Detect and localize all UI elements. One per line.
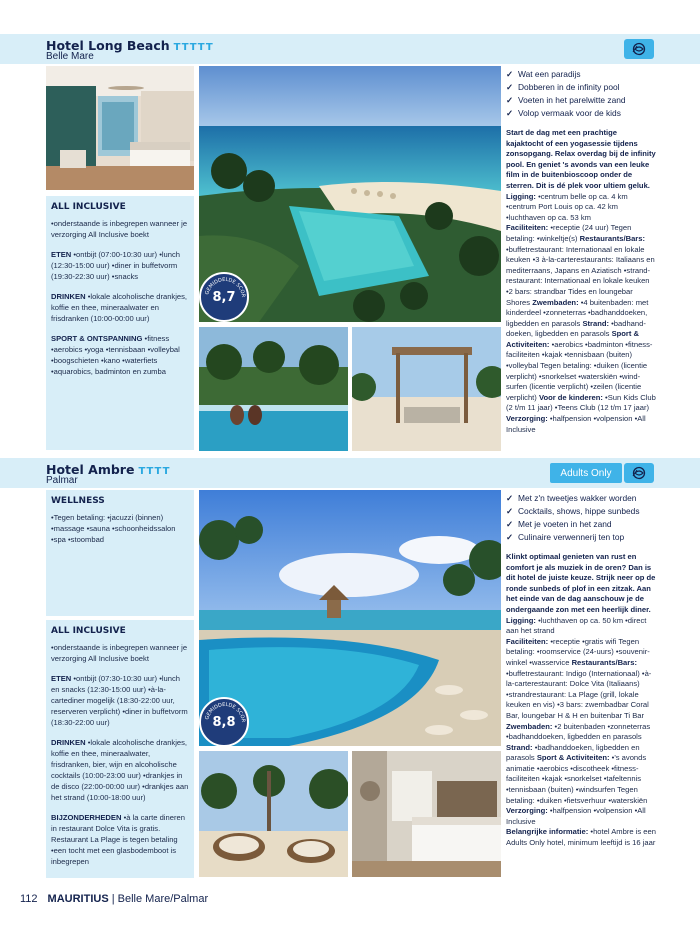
- hotel2-rest-label: Restaurants/Bars:: [571, 657, 637, 667]
- hotel1-act-label: Sport & Activiteiten:: [506, 329, 639, 349]
- hotel2-intro: Klinkt optimaal genieten van rust en comfort je als muziek in de oren? Dan is dit hotel de juiste keuze. Strijk neer op de ronde sunbeds of plof in een zitzak. Aan het einde van de dag aanschouw je de ondergaande zon met een heerlijk diner.: [506, 552, 656, 614]
- adults-only-badge: Adults Only: [550, 463, 622, 483]
- svg-text:GEMIDDELDE SCORE: [200, 698, 246, 723]
- hotel1-ai-title: ALL INCLUSIVE: [51, 202, 126, 212]
- hotel1-ai-sport-label: SPORT & ONTSPANNING: [51, 334, 143, 343]
- hotel1-location: Belle Mare: [46, 51, 94, 62]
- hotel1-ai-drinken: [51, 291, 189, 324]
- check-icon: ✓: [506, 108, 514, 118]
- hotel1-check-2-text: Dobberen in de infinity pool: [518, 82, 620, 92]
- hotel2-bijz-label: Belangrijke informatie:: [506, 827, 589, 837]
- hotel2-act: •'s avonds animatie •aerobics •discotheek •fitness-faciliteiten •kajak •snorkelset •tafeltennis •tennisbaan (buiten) •windsurfen Tegen betaling: •duiken •fietsverhuur •waterskiën: [506, 753, 648, 805]
- hotel2-score-badge: [199, 697, 249, 747]
- hotel2-strand: •badhanddoeken, ligbedden en parasols: [506, 742, 640, 763]
- hotel1-strand: •badhand-doeken, ligbedden en parasols: [506, 318, 646, 339]
- hotel1-fac-label: Faciliteiten:: [506, 223, 549, 233]
- hotel2-ligging: •luchthaven op ca. 50 km •direct aan het strand: [506, 615, 647, 636]
- hotel1-check-1: [506, 68, 656, 81]
- check-icon: ✓: [506, 69, 514, 79]
- check-icon: ✓: [506, 82, 514, 92]
- snorkel-icon[interactable]: [624, 39, 654, 59]
- hotel2-check-1: [506, 492, 656, 505]
- hotel2-check-3-text: Met je voeten in het zand: [518, 519, 612, 529]
- hotel1-ligging-label: Ligging:: [506, 191, 536, 201]
- snorkel-icon[interactable]: [624, 463, 654, 483]
- hotel1-body: [506, 128, 656, 435]
- hotel2-all-inclusive-box: [46, 620, 194, 878]
- hotel2-description-column: [506, 492, 656, 849]
- hotel1-act: •aerobics •badminton •fitness-faciliteiten •kajak •tennisbaan (buiten) •volleybal Tegen betaling: •duiken (licentie verplicht) •snorkelset •waterskiën •wind-surfen (licentie verplicht) •zeilen (licentie verplicht): [506, 339, 653, 402]
- svg-text:GEMIDDELDE SCORE: [200, 273, 246, 298]
- hotel1-room-photo: [46, 66, 194, 190]
- hotel1-ai-intro: •onderstaande is inbegrepen wanneer je verzorging All Inclusive boekt: [51, 219, 188, 239]
- hotel2-check-1-text: Met z'n tweetjes wakker worden: [518, 493, 637, 503]
- hotel1-score-value: 8,7: [212, 289, 236, 305]
- hotel2-ai-drinken-text: •lokale alcoholische drankjes, koffie en thee, mineraalwater, frisdranken, bier, wijn en alcoholische cocktails (10:00-23:00 uur) •drankjes in de disco (22:00-00:00 uur) •drankjes aan het strand (10:00-18:00 uur): [51, 738, 189, 802]
- hotel2-zwem: •2 buitenbaden •zonneterras •badhanddoeken, ligbedden en parasols: [506, 721, 651, 742]
- hotel2-ai-eten: [51, 673, 189, 728]
- hotel1-stars: TTTTT: [173, 42, 214, 53]
- hotel1-intro: Start de dag met een prachtige kajaktocht of een yogasessie tijdens zonsopgang. Relax overdag bij de infinity pool. En geniet 's avonds van een leuke film in de buitenbioscoop onder de sterren. Dit is dé plek voor ultiem geluk.: [506, 128, 656, 190]
- hotel2-rest: •buffetrestaurant: Indigo (Internationaal) •à-la-carterestaurant: Dolce Vita (Italiaans) •strandrestaurant: La Plage (grill, lokale keuken en vis) •3 bars: zwembadbar Coral Bar, loungebar H & H en buitenbar Ti Bar: [506, 668, 652, 720]
- hotel2-score-label: GEMIDDELDE SCOR: [204, 701, 247, 723]
- check-icon: ✓: [506, 519, 514, 529]
- hotel2-ai-intro: •onderstaande is inbegrepen wanneer je verzorging All Inclusive boekt: [51, 643, 188, 663]
- hotel1-checklist: [506, 68, 656, 120]
- check-icon: ✓: [506, 506, 514, 516]
- check-icon: ✓: [506, 532, 514, 542]
- hotel1-strand-label: Strand:: [582, 318, 610, 328]
- hotel2-body: [506, 552, 656, 849]
- hotel1-ai-sport: [51, 333, 189, 377]
- hotel2-checklist: [506, 492, 656, 544]
- hotel1-name: Hotel Long Beach: [46, 38, 170, 53]
- hotel1-score-badge: [199, 272, 249, 322]
- hotel2-fac: •receptie •gratis wifi Tegen betaling: •roomservice (24-uurs) •souvenir-winkel •wasservice: [506, 636, 650, 667]
- hotel2-check-4-text: Culinaire verwennerij ten top: [518, 532, 625, 542]
- hotel1-check-3-text: Voeten in het parelwitte zand: [518, 95, 626, 105]
- hotel2-location: Palmar: [46, 475, 78, 486]
- hotel2-verz-label: Verzorging:: [506, 806, 548, 816]
- hotel1-kids: •Sun Kids Club (2 t/m 11 jaar) •Teens Club (12 t/m 17 jaar): [506, 392, 656, 413]
- hotel1-ai-drinken-text: •lokale alcoholische drankjes, koffie en thee, mineraalwater en frisdranken (10:00-00:00 uur): [51, 292, 188, 323]
- hotel2-ligging-label: Ligging:: [506, 615, 536, 625]
- hotel2-verz: •halfpension •volpension •All Inclusive: [506, 806, 646, 826]
- hotel1-score-label: GEMIDDELDE SCOR: [204, 276, 247, 298]
- hotel1-pergola-photo: [352, 327, 501, 451]
- hotel1-ai-eten-text: •ontbijt (07:00-10:30 uur) •lunch (12:30-15:00 uur) •diner in buffetvorm (19:30-22:30 uur) •snacks: [51, 250, 181, 281]
- hotel2-check-2-text: Cocktails, shows, hippe sunbeds: [518, 506, 640, 516]
- hotel2-ai-bijz: [51, 812, 189, 867]
- hotel2-wellness-box: [46, 490, 194, 616]
- hotel2-check-3: [506, 518, 656, 531]
- hotel1-rest-label: Restaurants/Bars:: [579, 233, 646, 243]
- hotel1-zwem: •4 buitenbaden: met kinderdeel •zonneterras •badhanddoeken, ligbedden en parasols: [506, 297, 649, 328]
- hotel1-ai-eten-label: ETEN: [51, 250, 72, 259]
- hotel1-ligging: •centrum belle op ca. 4 km •centrum Port Louis op ca. 42 km •luchthaven op ca. 53 km: [506, 191, 628, 222]
- hotel1-check-4-text: Volop vermaak voor de kids: [518, 108, 621, 118]
- hotel1-fac: •receptie (24 uur) Tegen betaling: •winkeltje(s): [506, 223, 632, 243]
- hotel1-check-2: [506, 81, 656, 94]
- hotel2-score-value: 8,8: [212, 714, 236, 730]
- hotel2-check-4: [506, 531, 656, 544]
- footer-country: MAURITIUS: [47, 893, 109, 905]
- hotel1-pool-photo: [199, 327, 348, 451]
- page-number: 112: [20, 893, 38, 905]
- hotel2-ai-title: ALL INCLUSIVE: [51, 626, 126, 636]
- hotel2-zwem-label: Zwembaden:: [506, 721, 553, 731]
- hotel2-bedroom-photo: [352, 751, 501, 877]
- footer-separator: |: [108, 893, 118, 905]
- hotel1-verz: •halfpension •volpension •All Inclusive: [506, 414, 646, 434]
- hotel2-act-label: Sport & Activiteiten:: [536, 753, 610, 763]
- hotel1-check-1-text: Wat een paradijs: [518, 69, 581, 79]
- check-icon: ✓: [506, 493, 514, 503]
- hotel2-check-2: [506, 505, 656, 518]
- hotel1-check-4: [506, 107, 656, 120]
- hotel1-check-3: [506, 94, 656, 107]
- hotel1-description-column: [506, 68, 656, 435]
- hotel2-fac-label: Faciliteiten:: [506, 636, 549, 646]
- hotel2-ai-drinken: [51, 737, 189, 803]
- hotel2-ai-eten-label: ETEN: [51, 674, 72, 683]
- hotel1-ai-sport-text: •fitness •aerobics •yoga •tennisbaan •volleybal •boogschieten •kano •waterfiets •aquarobics, badminton en zumba: [51, 334, 180, 376]
- hotel1-ai-eten: [51, 249, 189, 282]
- page-footer: [20, 893, 208, 905]
- hotel2-wellness-title: WELLNESS: [51, 496, 105, 506]
- hotel1-zwem-label: Zwembaden:: [532, 297, 579, 307]
- hotel1-kids-label: Voor de kinderen:: [538, 392, 603, 402]
- check-icon: ✓: [506, 95, 514, 105]
- hotel1-ai-drinken-label: DRINKEN: [51, 292, 86, 301]
- footer-region: Belle Mare/Palmar: [117, 893, 209, 905]
- hotel2-stars: TTTT: [138, 466, 171, 477]
- hotel2-wellness-text: •Tegen betaling: •jacuzzi (binnen) •massage •sauna •schoonheidssalon •spa •stoombad: [51, 513, 176, 544]
- hotel2-bijz: •hotel Ambre is een Adults Only hotel, minimum leeftijd is 16 jaar: [506, 827, 656, 848]
- hotel2-sunbed-photo: [199, 751, 348, 877]
- hotel2-ai-eten-text: •ontbijt (07:30-10:30 uur) •lunch en snacks (12:30-15:00 uur) •à-la-cartediner mogelijk (18:30-22:00 uur, reserveren verplicht) •diner in buffetvorm (18:30-22:00 uur): [51, 674, 188, 727]
- hotel2-ai-bijz-label: BIJZONDERHEDEN: [51, 813, 122, 822]
- hotel1-verz-label: Verzorging:: [506, 414, 548, 424]
- hotel2-strand-label: Strand:: [506, 742, 533, 752]
- hotel2-ai-drinken-label: DRINKEN: [51, 738, 86, 747]
- hotel1-all-inclusive-box: [46, 196, 194, 450]
- hotel2-ai-bijz-text: •à la carte dineren in restaurant Dolce Vita is gratis. Restaurant La Plage is tegen betaling •een tocht met een glasbodemboot is inbegrepen: [51, 813, 185, 866]
- hotel2-name: Hotel Ambre: [46, 462, 135, 477]
- hotel1-rest: •buffetrestaurant: Internationaal en lokale keuken •3 à-la-carterestaurants: Italiaans en mediterraans, Japans en Aziatisch •strand-restaurant: Internationaal en lokale keuken •2 bars: strandbar Tides en loungebar Shores: [506, 244, 655, 307]
